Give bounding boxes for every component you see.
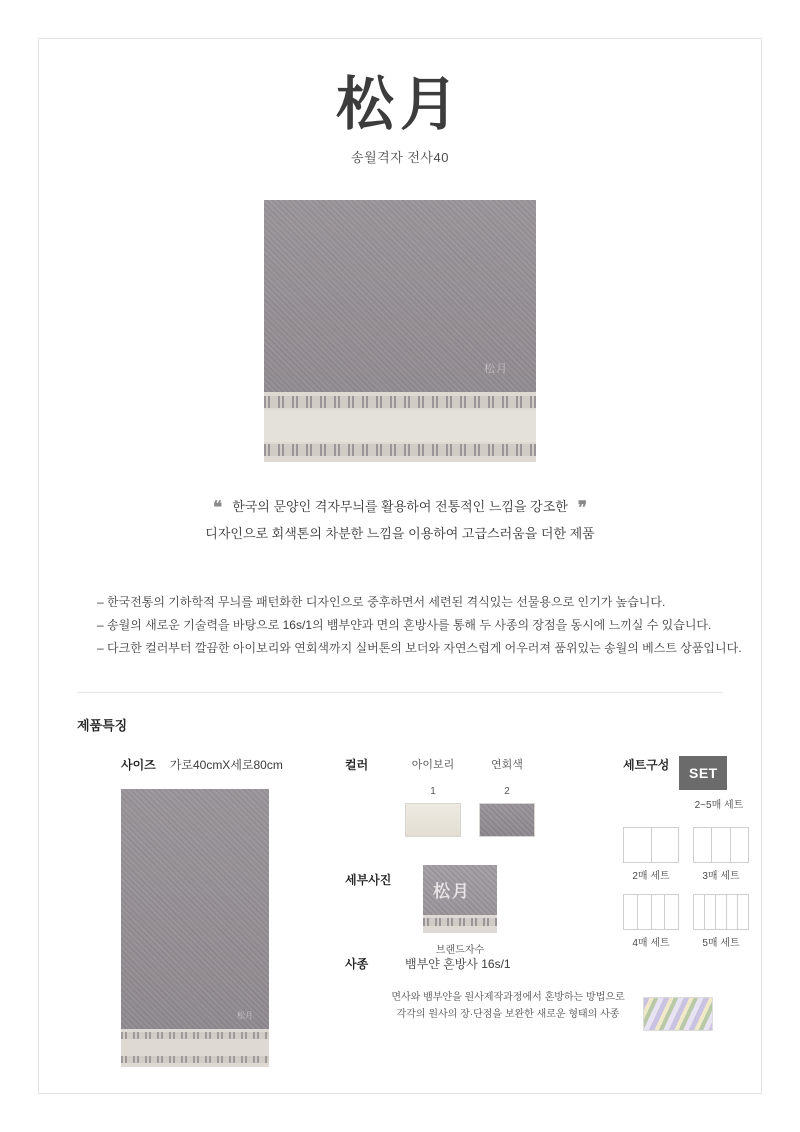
detail-caption: 브랜드자수 [435, 945, 485, 956]
set-option-label: 4매 세트 [632, 938, 670, 949]
set-label: 세트구성 [623, 758, 670, 772]
product-detail-page [38, 38, 762, 1094]
quote-text-2: 디자인으로 회색톤의 차분한 느낌을 이용하여 고급스러움을 더한 제품 [205, 526, 595, 541]
towel-vertical-image [121, 789, 269, 1067]
detail-border-band [423, 915, 497, 933]
color-number-row [405, 786, 615, 797]
lattice-pattern-top [121, 1032, 269, 1039]
detail-label: 세부사진 [345, 873, 392, 887]
set-box-5 [693, 894, 749, 930]
set-header [623, 756, 763, 790]
yarn-value: 뱀부얀 혼방사 16s/1 [405, 957, 511, 971]
quote-close-icon: ❞ [577, 498, 587, 518]
product-quote [39, 494, 761, 547]
color-swatch-ivory[interactable] [405, 803, 461, 837]
quote-text-1: 한국의 문양인 격자무늬를 활용하여 전통적인 느낌을 강조한 [232, 499, 568, 514]
brand-subtitle: 송월격자 전사40 [351, 150, 449, 165]
spec-set-block [623, 756, 763, 953]
brand-logo: 松月 [335, 70, 464, 138]
section-title: 제품특징 [77, 718, 128, 733]
lattice-pattern-bottom [264, 444, 536, 456]
detail-photo [423, 865, 497, 933]
yarn-photo [643, 997, 713, 1031]
color-name: 연회색 [491, 759, 523, 771]
spec-color-detail-block [345, 756, 625, 1020]
feature-bullet-list [97, 591, 761, 660]
color-swatch-row [405, 803, 615, 837]
set-option-grid [623, 827, 763, 949]
lattice-pattern-top [264, 396, 536, 408]
set-option-label: 5매 세트 [702, 938, 740, 949]
list-item: – 한국전통의 기하학적 무늬를 패턴화한 디자인으로 중후하면서 세련된 격식있는 선물용으로 인기가 높습니다. [97, 595, 666, 609]
towel-border-band [121, 1029, 269, 1067]
divider [77, 692, 723, 693]
quote-open-icon: ❝ [213, 498, 223, 518]
size-label: 사이즈 [121, 758, 156, 772]
yarn-description-line-1: 면사와 뱀부얀을 원사제작과정에서 혼방하는 방법으로 [391, 992, 625, 1003]
set-option-label: 3매 세트 [702, 871, 740, 882]
list-item: – 송월의 새로운 기술력을 바탕으로 16s/1의 뱀부얀과 면의 혼방사를 통해 두 사종의 장점을 동시에 느끼실 수 있습니다. [97, 618, 712, 632]
spec-size-block [121, 756, 331, 1067]
set-option-3[interactable] [693, 827, 749, 882]
yarn-label: 사종 [345, 957, 369, 971]
color-label: 컬러 [345, 758, 369, 772]
set-box-4 [623, 894, 679, 930]
set-box-3 [693, 827, 749, 863]
set-option-row [623, 827, 763, 882]
yarn-description-line-2: 각각의 원사의 장·단점을 보완한 새로운 형태의 사종 [396, 1009, 620, 1020]
lattice-pattern [423, 918, 497, 926]
lattice-pattern-bottom [121, 1056, 269, 1063]
set-option-label: 2매 세트 [632, 871, 670, 882]
set-option-4[interactable] [623, 894, 679, 949]
set-option-2[interactable] [623, 827, 679, 882]
color-number: 2 [504, 786, 510, 797]
set-badge: SET [679, 756, 727, 790]
detail-embroidery-logo: 松月 [433, 882, 471, 902]
color-number: 1 [430, 786, 436, 797]
set-badge-caption: 2~5매 세트 [694, 800, 744, 811]
towel-embroidery-mark: 松月 [484, 362, 508, 375]
yarn-description [383, 989, 633, 1023]
color-swatch-gray[interactable] [479, 803, 535, 837]
color-name-row [405, 756, 615, 772]
product-hero-image [264, 200, 536, 462]
size-value: 가로40cmX세로80cm [169, 758, 283, 772]
towel-border-band [264, 392, 536, 462]
set-box-2 [623, 827, 679, 863]
color-name: 아이보리 [411, 759, 455, 771]
quote-line-1 [39, 494, 761, 521]
set-option-row [623, 894, 763, 949]
towel-embroidery-mark: 松月 [237, 1011, 253, 1020]
towel-graphic [264, 200, 536, 462]
band-plain-area [264, 410, 536, 442]
list-item: – 다크한 컬러부터 깔끔한 아이보리와 연회색까지 실버톤의 보더와 자연스럽게 어우러져 품위있는 송월의 베스트 상품입니다. [97, 641, 742, 655]
spec-area [39, 756, 761, 1116]
set-option-5[interactable] [693, 894, 749, 949]
